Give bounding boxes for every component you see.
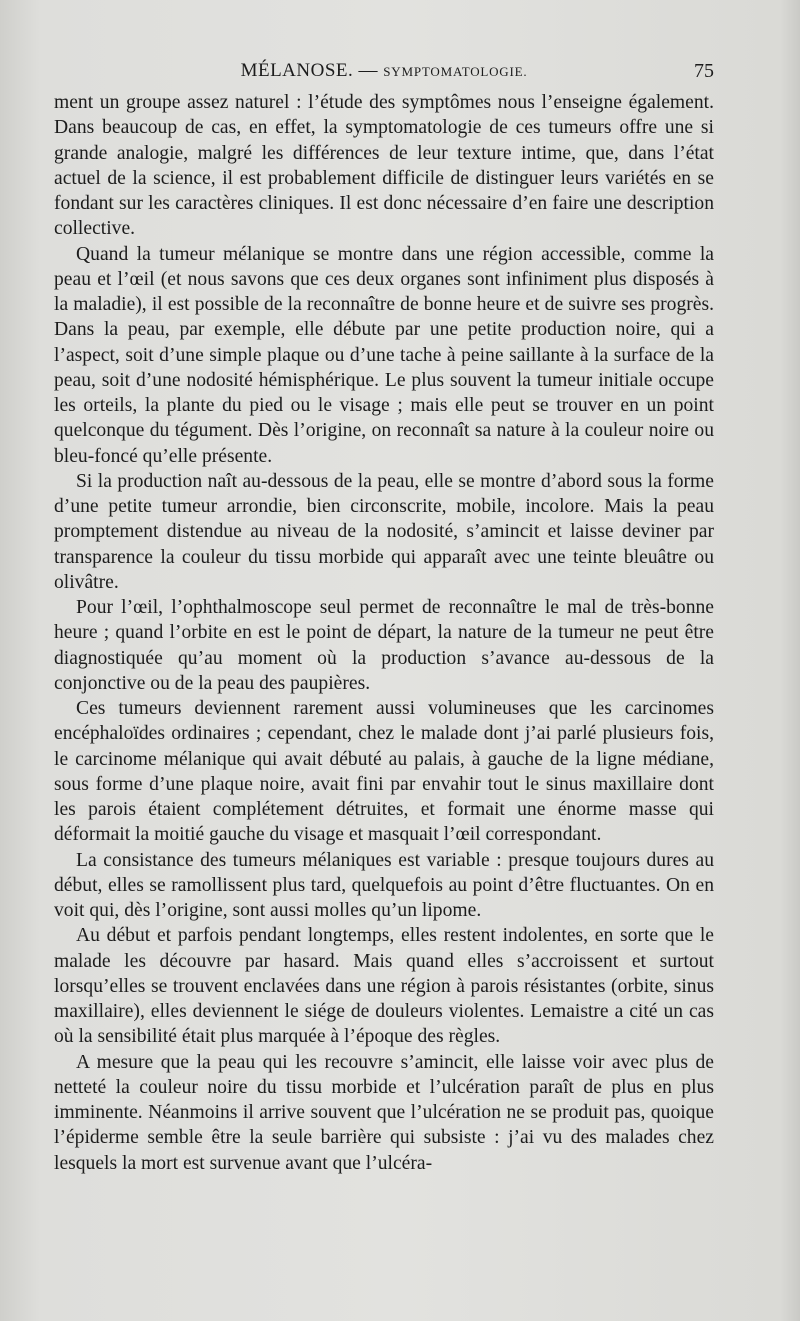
section-title: SYMPTOMATOLOGIE. bbox=[383, 64, 528, 79]
running-header bbox=[54, 60, 714, 88]
page-number: 75 bbox=[694, 60, 714, 82]
body-text bbox=[54, 90, 714, 1176]
paragraph: Pour l’œil, l’ophthalmoscope seul permet de reconnaître le mal de très-bonne heure ; quand l’orbite en est le point de départ, la nature de la tumeur ne peut être diagnostiquée qu’au moment où la production s’avance au-dessous de la conjonctive ou de la peau des paupières. bbox=[54, 597, 714, 694]
paragraph: La consistance des tumeurs mélaniques est variable : presque toujours dures au début, elles se ramollissent plus tard, quelquefois au point d’être fluctuantes. On en voit qui, dès l’origine, sont aussi molles qu’un lipome. bbox=[54, 849, 714, 921]
paragraph: A mesure que la peau qui les recouvre s’amincit, elle laisse voir avec plus de netteté la couleur noire du tissu morbide et l’ulcération paraît de plus en plus imminente. Néanmoins il arrive souvent que l’ulcération ne se produit pas, quoique l’épiderme semble être la seule barrière qui subsiste : j’ai vu des malades chez lesquels la mort est survenue avant que l’ulcéra- bbox=[54, 1051, 714, 1174]
paragraph: Si la production naît au-dessous de la peau, elle se montre d’abord sous la forme d’une petite tumeur arrondie, bien circonscrite, mobile, incolore. Mais la peau promptement distendue au niveau de la nodosité, s’amincit et laisse deviner par transparence la couleur du tissu morbide qui apparaît avec une teinte bleuâtre ou olivâtre. bbox=[54, 470, 714, 593]
paragraph: Au début et parfois pendant longtemps, elles restent indolentes, en sorte que le malade les découvre par hasard. Mais quand elles s’accroissent et surtout lorsqu’elles se trouvent enclavées dans une région à parois résistantes (orbite, sinus maxillaire), elles deviennent le siége de douleurs violentes. Lemaistre a cité un cas où la sensibilité était plus marquée à l’époque des règles. bbox=[54, 925, 714, 1048]
paragraph: Quand la tumeur mélanique se montre dans une région accessible, comme la peau et l’œil (et nous savons que ces deux organes sont infiniment plus disposés à la maladie), il est possible de la reconnaître de bonne heure et de suivre ses progrès. Dans la peau, par exemple, elle débute par une petite production noire, qui a l’aspect, soit d’une simple plaque ou d’une tache à peine saillante à la surface de la peau, soit d’une nodosité hémisphérique. Le plus souvent la tumeur initiale occupe les orteils, la plante du pied ou le visage ; mais elle peut se trouver en un point quelconque du tégument. Dès l’origine, on reconnaît sa nature à la couleur noire ou bleu-foncé qu’elle présente. bbox=[54, 243, 714, 467]
title-separator: — bbox=[358, 60, 379, 81]
paragraph: Ces tumeurs deviennent rarement aussi volumineuses que les carcinomes encéphaloïdes ordinaires ; cependant, chez le malade dont j’ai parlé plusieurs fois, le carcinome mélanique qui avait débuté au palais, à gauche de la ligne médiane, sous forme d’une plaque noire, avait fini par envahir tout le sinus maxillaire dont les parois étaient complétement détruites, et formait une énorme masse qui déformait la moitié gauche du visage et masquait l’œil correspondant. bbox=[54, 698, 714, 846]
chapter-title: MÉLANOSE. bbox=[240, 60, 354, 81]
paragraph: ment un groupe assez naturel : l’étude des symptômes nous l’enseigne également. Dans beaucoup de cas, en effet, la symptomatologie de ces tumeurs offre une si grande analogie, malgré les différences de leur texture intime, que, dans l’état actuel de la science, il est probablement difficile de distinguer leurs variétés en se fondant sur les caractères cliniques. Il est donc nécessaire d’en faire une description collective. bbox=[54, 92, 714, 240]
running-title bbox=[54, 60, 714, 82]
